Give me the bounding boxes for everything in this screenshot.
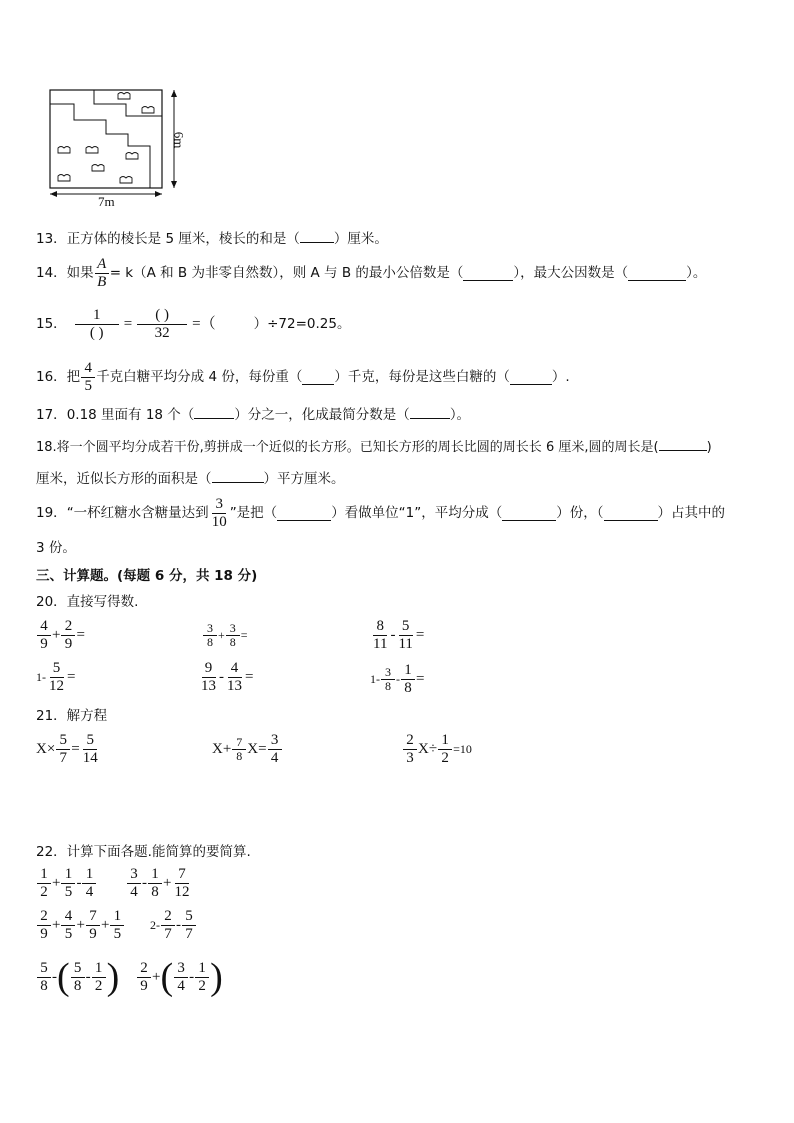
- question-text: ）占其中的: [657, 505, 726, 521]
- fraction-1-over-blank: $\frac{1}{( )}$: [75, 307, 119, 342]
- question-text: 16．把: [36, 369, 81, 385]
- question-text: = k（A 和 B 为非零自然数），则 A 与 B 的最小公倍数是（: [109, 265, 464, 281]
- answer-blank[interactable]: [659, 436, 707, 451]
- question-number: 19．: [36, 505, 67, 521]
- fraction-3-10: $\frac{3}{10}$: [211, 495, 227, 530]
- garden-plan-figure: [46, 86, 196, 212]
- question-text: “一杯红糖水含糖量达到: [66, 505, 209, 521]
- question-20-title: 20．直接写得数.: [36, 594, 139, 610]
- question-21-title: 21．解方程: [36, 708, 108, 724]
- fraction-a-over-b: $\frac{A}{B}$: [95, 256, 109, 291]
- question-text: 千克白糖平均分成 4 份，每份重（: [96, 369, 303, 385]
- question-text: 18.将一个圆平均分成若干份,剪拼成一个近似的长方形。已知长方形的周长比圆的周长长 6 厘米,圆的周长是(: [36, 440, 659, 455]
- question-text: ）份，（: [556, 505, 604, 521]
- answer-blank[interactable]: [410, 404, 450, 419]
- question-22-title: 22．计算下面各题.能简算的要简算.: [36, 844, 251, 860]
- question-text: ）分之一，化成最简分数是（: [234, 407, 410, 423]
- expr-22-3b: $\frac{2}{9}$ + ( $\frac{3}{4}$ - $\frac{1}{2}$ ): [136, 958, 223, 996]
- question-text: ）厘米。: [333, 231, 388, 247]
- expr-20-b1: 1- $\frac{5}{12}$ =: [36, 660, 76, 694]
- question-number: 15．: [36, 316, 67, 332]
- question-text: 正方体的棱长是 5 厘米，棱长的和是（: [66, 231, 300, 247]
- question-text: 0.18 里面有 18 个（: [66, 407, 195, 423]
- fraction-4-5: $\frac{4}{5}$: [81, 360, 95, 395]
- section-title: 三、计算题。(每题 6 分，共 18 分): [36, 568, 258, 584]
- question-text: ）。: [686, 265, 707, 281]
- answer-blank[interactable]: [277, 506, 331, 521]
- expr-22-1b: $\frac{3}{4}$ - $\frac{1}{8}$ + $\frac{7}{12}$: [126, 866, 192, 901]
- expr-22-1a: $\frac{1}{2}$ + $\frac{1}{5}$ - $\frac{1}{4}$: [36, 866, 97, 901]
- height-label: 6m: [171, 131, 187, 149]
- answer-blank[interactable]: [302, 370, 334, 385]
- question-text: 14．如果: [36, 265, 94, 281]
- question-text: ）。: [449, 407, 471, 423]
- expr-22-3a: $\frac{5}{8}$ - ( $\frac{5}{8}$ - $\frac{1}{2}$ ): [36, 958, 119, 996]
- answer-blank-lcm[interactable]: [463, 266, 513, 281]
- answer-blank[interactable]: [212, 468, 264, 483]
- question-13: [36, 228, 388, 249]
- question-text: ），最大公因数是（: [513, 265, 629, 281]
- question-text: ）÷72=0.25。: [253, 316, 351, 332]
- expr-20-a1: $\frac{4}{9}$ + $\frac{2}{9}$ =: [36, 618, 85, 653]
- question-number: 17．: [36, 407, 67, 423]
- question-19-line-2: 3 份。: [36, 540, 76, 556]
- expr-20-a2: $\frac{3}{8}$ + $\frac{3}{8}$ =: [202, 622, 248, 649]
- expr-20-b2: $\frac{9}{13}$ - $\frac{4}{13}$ =: [201, 660, 254, 694]
- expr-20-a3: $\frac{8}{11}$ - $\frac{5}{11}$ =: [373, 618, 425, 652]
- expr-22-2a: $\frac{2}{9}$ + $\frac{4}{5}$ + $\frac{7}{9}$ + $\frac{1}{5}$: [36, 908, 125, 943]
- question-text: ）看做单位“1”，平均分成（: [331, 505, 503, 521]
- expr-20-b3: 1- $\frac{3}{8}$ - $\frac{1}{8}$ =: [370, 662, 425, 696]
- question-text: 厘米，近似长方形的面积是（: [36, 471, 212, 487]
- question-text: ）.: [551, 369, 570, 385]
- question-15: 15． $\frac{1}{( )}$ = $\frac{( )}{32}$ =（ ）÷72=0.25。: [36, 306, 351, 341]
- question-17: [36, 404, 470, 425]
- answer-blank[interactable]: [502, 506, 556, 521]
- question-18-line-2: [36, 468, 345, 489]
- answer-blank[interactable]: [194, 404, 234, 419]
- answer-blank[interactable]: [604, 506, 658, 521]
- equation-21-1: X× $\frac{5}{7}$ = $\frac{5}{14}$: [36, 732, 98, 766]
- question-16: [36, 357, 570, 397]
- answer-blank[interactable]: [510, 370, 552, 385]
- question-text: ）平方厘米。: [263, 471, 345, 487]
- width-label: 7m: [98, 194, 115, 209]
- garden-plan-diagram: [46, 86, 196, 212]
- question-number: 13．: [36, 231, 67, 247]
- question-14: [36, 255, 707, 290]
- question-text: ”是把（: [229, 505, 278, 521]
- answer-blank[interactable]: [300, 228, 334, 243]
- answer-blank-gcd[interactable]: [628, 266, 686, 281]
- question-18-line-1: [36, 436, 712, 458]
- equation-21-2: X+ $\frac{7}{8}$ X= $\frac{3}{4}$: [212, 732, 283, 767]
- question-19: [36, 493, 725, 533]
- expr-22-2b: 2- $\frac{2}{7}$ - $\frac{5}{7}$: [150, 908, 197, 943]
- question-text: ）千克，每份是这些白糖的（: [334, 369, 510, 385]
- question-text: ): [706, 440, 712, 455]
- fraction-blank-over-32: $\frac{( )}{32}$: [137, 307, 187, 342]
- equation-21-3: $\frac{2}{3}$ X÷ $\frac{1}{2}$ =10: [402, 732, 472, 767]
